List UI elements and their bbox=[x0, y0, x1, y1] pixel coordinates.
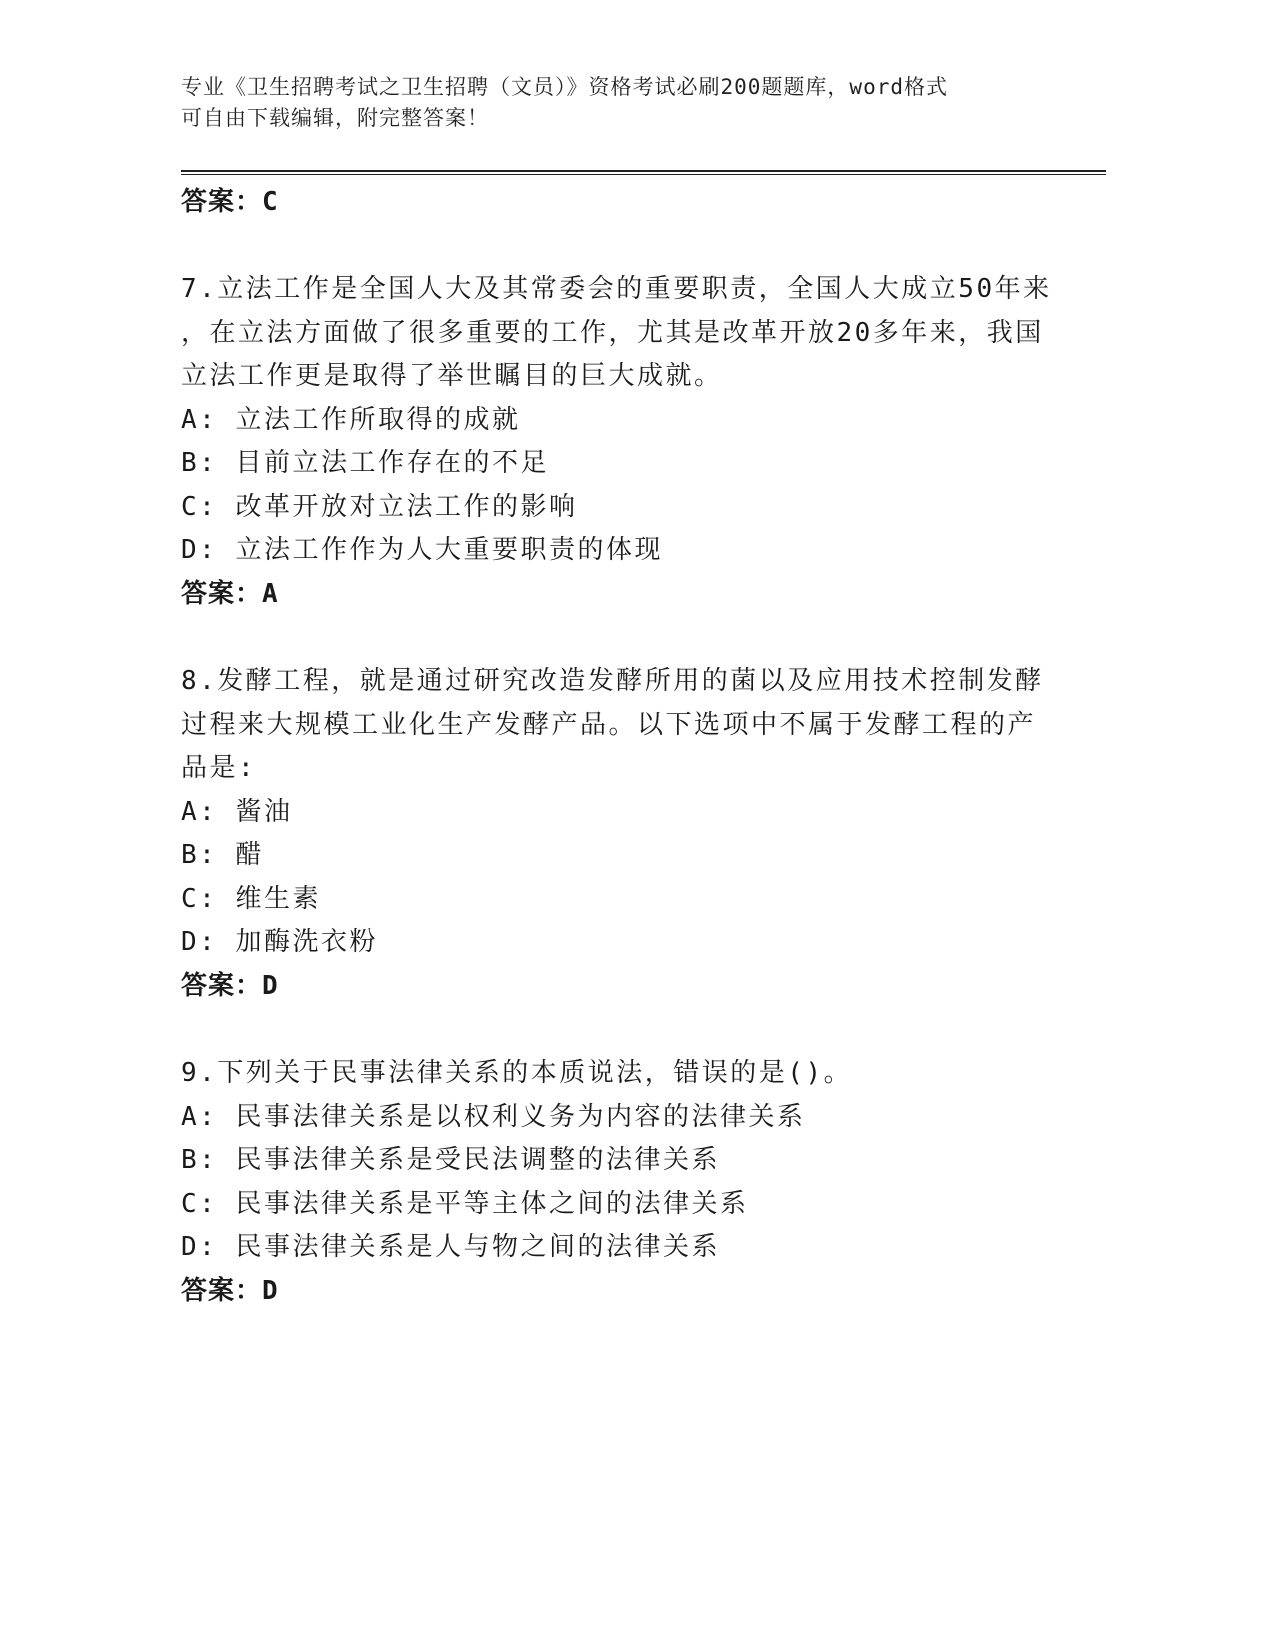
question-7-option-c: C: 改革开放对立法工作的影响 bbox=[181, 491, 578, 522]
question-8-option-b: B: 醋 bbox=[181, 840, 264, 870]
question-7 bbox=[181, 268, 1051, 616]
question-7-stem-line-1: 7.立法工作是全国人大及其常委会的重要职责，全国人大成立50年来 bbox=[181, 274, 1052, 304]
previous-answer: 答案：C bbox=[181, 187, 279, 217]
question-9-answer: 答案：D bbox=[181, 1275, 279, 1306]
question-9-option-d: D: 民事法律关系是人与物之间的法律关系 bbox=[181, 1232, 720, 1262]
question-8-stem-line-2: 过程来大规模工业化生产发酵产品。以下选项中不属于发酵工程的产 bbox=[181, 709, 1037, 740]
question-8-answer: 答案：D bbox=[181, 970, 279, 1001]
header-divider-thick bbox=[181, 170, 1106, 172]
question-8-stem-line-3: 品是: bbox=[181, 753, 257, 783]
question-8-option-d: D: 加酶洗衣粉 bbox=[181, 927, 378, 957]
question-7-stem-line-2: ，在立法方面做了很多重要的工作，尤其是改革开放20多年来，我国 bbox=[181, 317, 1044, 348]
header-divider-thin bbox=[181, 174, 1106, 175]
question-7-option-b: B: 目前立法工作存在的不足 bbox=[181, 448, 549, 478]
question-8-option-c: C: 维生素 bbox=[181, 883, 321, 914]
question-9-stem-line-1: 9.下列关于民事法律关系的本质说法，错误的是()。 bbox=[181, 1058, 853, 1088]
previous-answer-block bbox=[181, 181, 1051, 225]
question-9 bbox=[181, 1052, 1051, 1313]
question-8-stem-line-1: 8.发酵工程，就是通过研究改造发酵所用的菌以及应用技术控制发酵 bbox=[181, 666, 1044, 696]
question-8-option-a: A: 酱油 bbox=[181, 796, 293, 827]
question-9-option-a: A: 民事法律关系是以权利义务为内容的法律关系 bbox=[181, 1101, 806, 1132]
header-line-1: 专业《卫生招聘考试之卫生招聘（文员）》资格考试必刷200题题库，word格式 bbox=[181, 75, 948, 99]
header-line-2: 可自由下载编辑，附完整答案！ bbox=[181, 106, 489, 130]
page-header bbox=[181, 72, 1061, 134]
question-7-option-d: D: 立法工作作为人大重要职责的体现 bbox=[181, 535, 663, 565]
question-8 bbox=[181, 660, 1051, 1008]
question-7-answer: 答案：A bbox=[181, 578, 279, 609]
question-9-option-b: B: 民事法律关系是受民法调整的法律关系 bbox=[181, 1145, 720, 1175]
question-7-option-a: A: 立法工作所取得的成就 bbox=[181, 404, 521, 435]
question-7-stem-line-3: 立法工作更是取得了举世瞩目的巨大成就。 bbox=[181, 361, 723, 391]
question-9-option-c: C: 民事法律关系是平等主体之间的法律关系 bbox=[181, 1188, 749, 1219]
